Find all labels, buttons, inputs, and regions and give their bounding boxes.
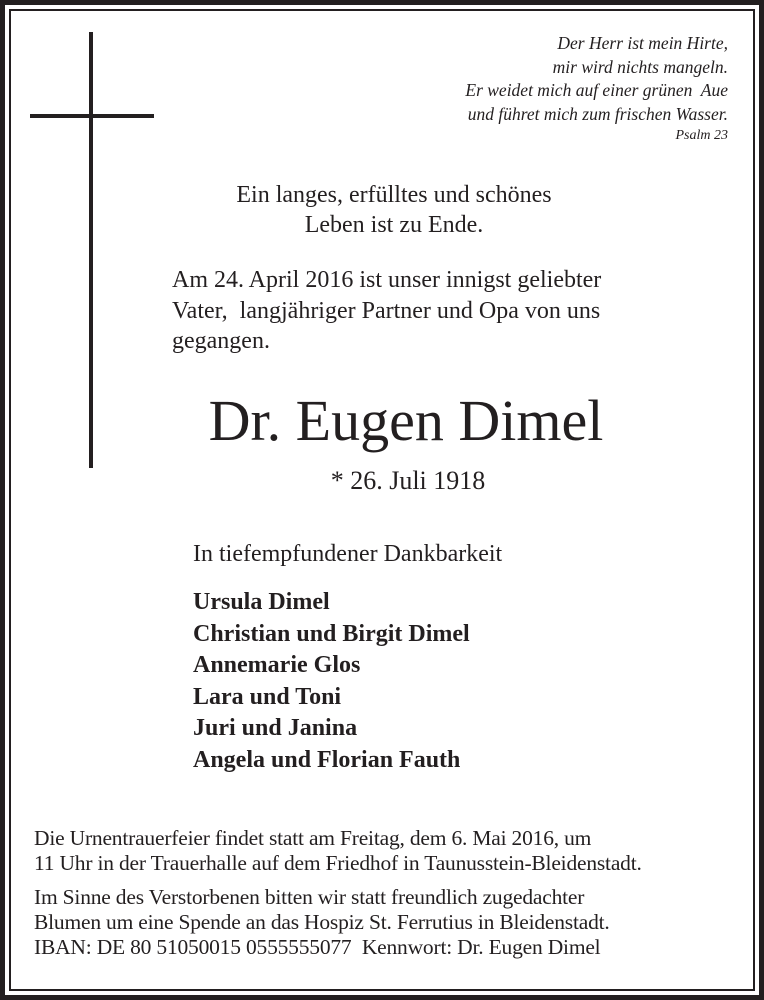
mourner: Ursula Dimel: [193, 589, 330, 615]
psalm-line: Er weidet mich auf einer grünen Aue: [465, 80, 728, 100]
announcement-line: Vater, langjähriger Partner und Opa von uns: [172, 297, 601, 324]
mourner: Christian und Birgit Dimel: [193, 620, 470, 647]
donation-info: [34, 885, 610, 960]
psalm-line: Der Herr ist mein Hirte,: [557, 33, 728, 53]
donation-line: Im Sinne des Verstorbenen bitten wir statt freundlich zugedachter: [34, 885, 585, 909]
birth-date: * 26. Juli 1918: [330, 466, 486, 495]
intro-text: [160, 180, 628, 240]
donation-line: Blumen um eine Spende an das Hospiz St. Ferrutius in Bleidenstadt.: [34, 910, 610, 934]
mourners-list: [193, 587, 470, 776]
mourner: Lara und Toni: [193, 683, 342, 710]
mourner: Angela und Florian Fauth: [193, 746, 461, 773]
announcement-line: gegangen.: [172, 328, 270, 354]
mourner: Juri und Janina: [193, 715, 358, 741]
death-announcement: [172, 265, 601, 357]
psalm-reference: Psalm 23: [675, 128, 728, 143]
psalm-line: mir wird nichts mangeln.: [552, 56, 728, 77]
psalm-quote: [465, 32, 728, 146]
intro-line: Ein langes, erfülltes und schönes: [236, 182, 552, 208]
ceremony-line: 11 Uhr in der Trauerhalle auf dem Friedhof in Taunusstein-Bleidenstadt.: [34, 851, 642, 875]
psalm-line: und führet mich zum frischen Wasser.: [467, 103, 728, 124]
intro-line: Leben ist zu Ende.: [304, 212, 484, 238]
mourner: Annemarie Glos: [193, 652, 361, 678]
ceremony-info: [34, 826, 642, 876]
cross-icon-bar: [30, 114, 154, 118]
ceremony-line: Die Urnentrauerfeier findet statt am Freitag, dem 6. Mai 2016, um: [34, 826, 592, 850]
donation-line: IBAN: DE 80 51050015 0555555077 Kennwort: Dr. Eugen Dimel: [34, 935, 601, 959]
deceased-name: Dr. Eugen Dimel: [208, 388, 604, 453]
announcement-line: Am 24. April 2016 ist unser innigst geliebter: [172, 267, 602, 293]
thanks-line: In tiefempfundener Dankbarkeit: [193, 541, 503, 567]
